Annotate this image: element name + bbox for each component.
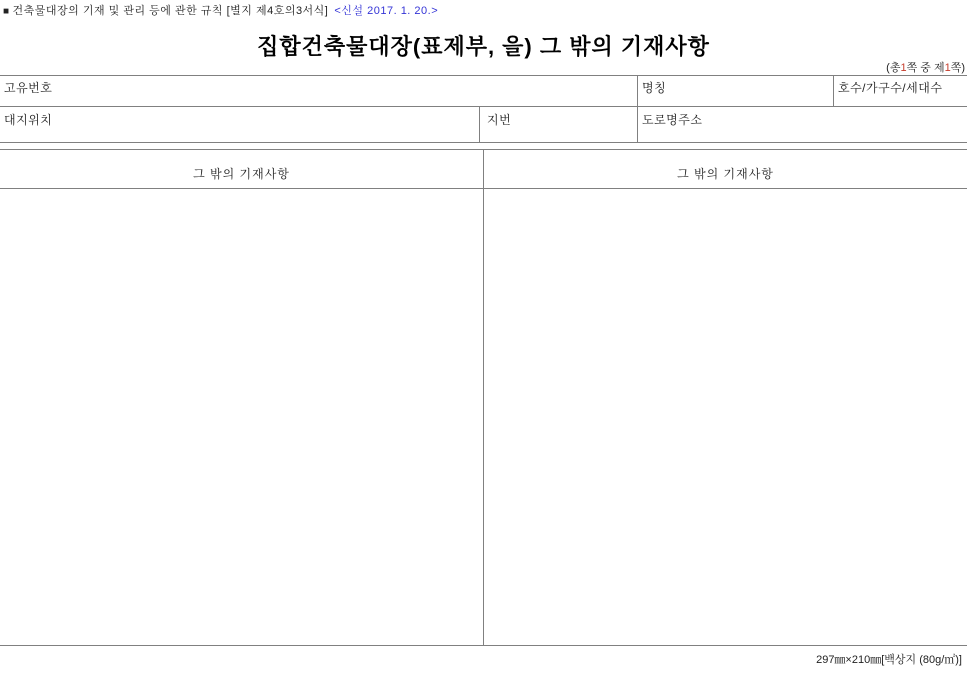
page-note-prefix: (총	[886, 62, 901, 74]
other-matters-content-left	[0, 190, 482, 644]
page-note-suffix: 쪽)	[950, 62, 965, 74]
unique-number-value	[1, 92, 636, 105]
unit-counts-value	[834, 92, 966, 105]
lot-number-value	[480, 125, 636, 141]
regulation-note	[3, 2, 438, 18]
building-name-label: 명칭	[642, 81, 667, 95]
site-location-label: 대지위치	[4, 113, 53, 127]
page-count-note	[886, 59, 965, 75]
total-pages-number: 1	[900, 62, 907, 74]
lot-number-label: 지번	[487, 113, 512, 127]
info-table-bottom-border	[0, 142, 967, 143]
regulation-note-text: 건축물대장의 기재 및 관리 등에 관한 규칙 [별지 제4호의3서식]	[12, 5, 329, 17]
other-matters-center-divider	[483, 149, 484, 645]
unit-counts-label: 호수/가구수/세대수	[838, 81, 943, 95]
unique-number-label: 고유번호	[4, 81, 53, 95]
info-table-top-border	[0, 75, 967, 76]
building-name-value	[638, 92, 832, 105]
page-note-middle: 쪽 중 제	[906, 62, 945, 74]
road-address-value	[638, 125, 966, 141]
black-square-bullet-icon: ■	[3, 6, 10, 17]
document-title: 집합건축물대장(표제부, 을) 그 밖의 기재사항	[257, 34, 710, 59]
revision-note: <신설 2017. 1. 20.>	[334, 5, 439, 17]
other-matters-content-right	[485, 190, 967, 644]
info-table-row-divider	[0, 106, 967, 107]
other-matters-header-right: 그 밖의 기재사항	[677, 167, 774, 181]
site-location-value	[1, 125, 478, 141]
other-matters-bottom-border	[0, 645, 967, 646]
road-address-label: 도로명주소	[642, 113, 703, 127]
paper-spec-note: 297㎜×210㎜[백상지 (80g/㎡)]	[816, 654, 962, 666]
other-matters-header-left: 그 밖의 기재사항	[193, 167, 290, 181]
current-page-number: 1	[944, 62, 951, 74]
